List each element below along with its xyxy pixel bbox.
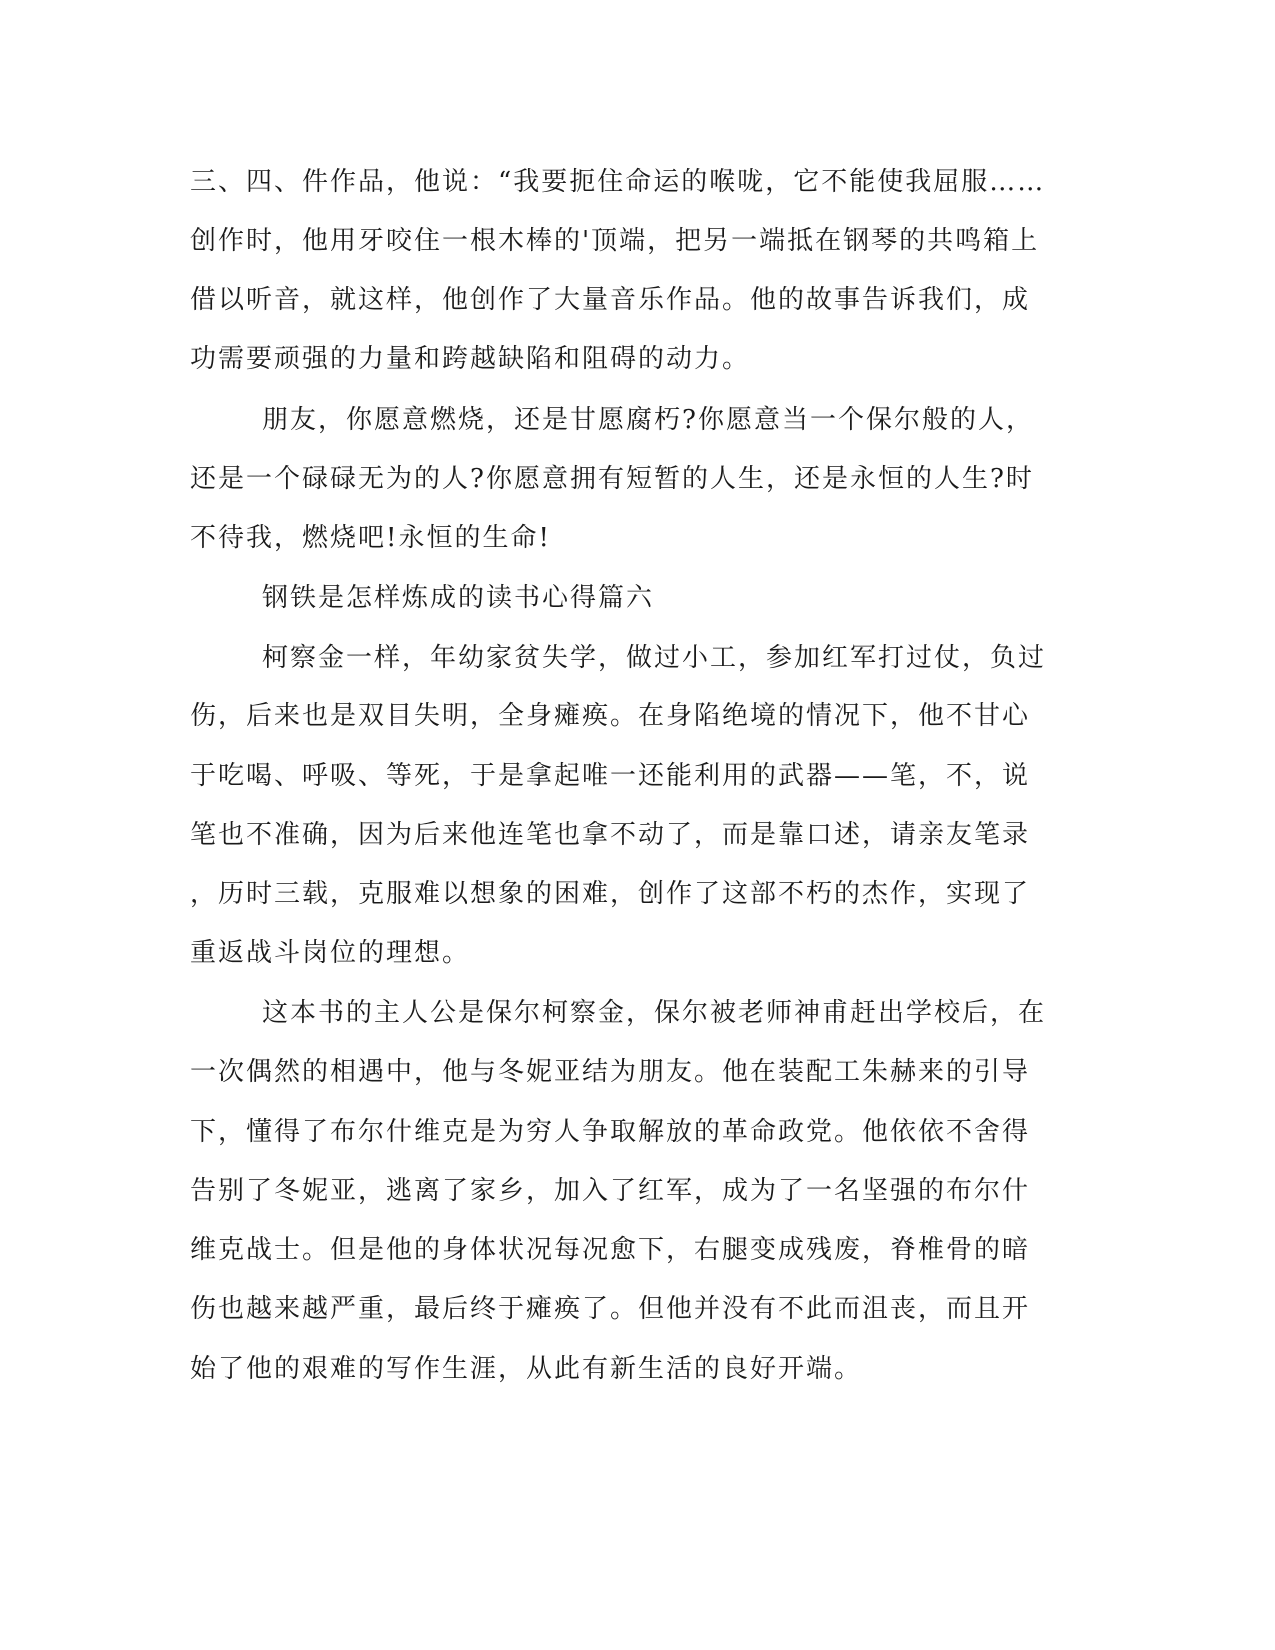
text-line: ，历时三载，克服难以想象的困难，创作了这部不朽的杰作，实现了 [190, 879, 1031, 909]
text-line: 柯察金一样，年幼家贫失学，做过小工，参加红军打过仗，负过 [262, 643, 1047, 673]
text-line: 维克战士。但是他的身体状况每况愈下，右腿变成残废，脊椎骨的暗 [190, 1235, 1031, 1265]
text-line: 朋友，你愿意燃烧，还是甘愿腐朽?你愿意当一个保尔般的人， [262, 405, 1034, 435]
text-line: 始了他的艰难的写作生涯，从此有新生活的良好开端。 [190, 1354, 863, 1384]
text-line: 一次偶然的相遇中，他与冬妮亚结为朋友。他在装配工朱赫来的引导 [190, 1057, 1031, 1087]
text-line: 笔也不准确，因为后来他连笔也拿不动了，而是靠口述，请亲友笔录 [190, 820, 1031, 850]
text-line: 重返战斗岗位的理想。 [190, 938, 471, 968]
text-line: 伤，后来也是双目失明，全身瘫痪。在身陷绝境的情况下，他不甘心 [190, 701, 1031, 731]
text-line: 伤也越来越严重，最后终于瘫痪了。但他并没有不此而沮丧，而且开 [190, 1294, 1031, 1324]
text-line: 创作时，他用牙咬住一根木棒的'顶端，把另一端抵在钢琴的共鸣箱上 [190, 226, 1040, 256]
text-line: 还是一个碌碌无为的人?你愿意拥有短暂的人生，还是永恒的人生?时 [190, 464, 1034, 494]
text-line: 借以听音，就这样，他创作了大量音乐作品。他的故事告诉我们，成 [190, 285, 1031, 315]
text-line: 这本书的主人公是保尔柯察金，保尔被老师神甫赶出学校后，在 [262, 998, 1047, 1028]
text-line: 于吃喝、呼吸、等死，于是拿起唯一还能利用的武器——笔，不，说 [190, 761, 1031, 791]
text-line: 不待我，燃烧吧!永恒的生命! [190, 523, 551, 553]
section-heading: 钢铁是怎样炼成的读书心得篇六 [262, 583, 655, 613]
text-line: 告别了冬妮亚，逃离了家乡，加入了红军，成为了一名坚强的布尔什 [190, 1176, 1031, 1206]
text-line: 下，懂得了布尔什维克是为穷人争取解放的革命政党。他依依不舍得 [190, 1117, 1031, 1147]
text-line: 三、四、件作品，他说：“我要扼住命运的喉咙，它不能使我屈服…… [190, 167, 1046, 197]
text-line: 功需要顽强的力量和跨越缺陷和阻碍的动力。 [190, 344, 751, 374]
